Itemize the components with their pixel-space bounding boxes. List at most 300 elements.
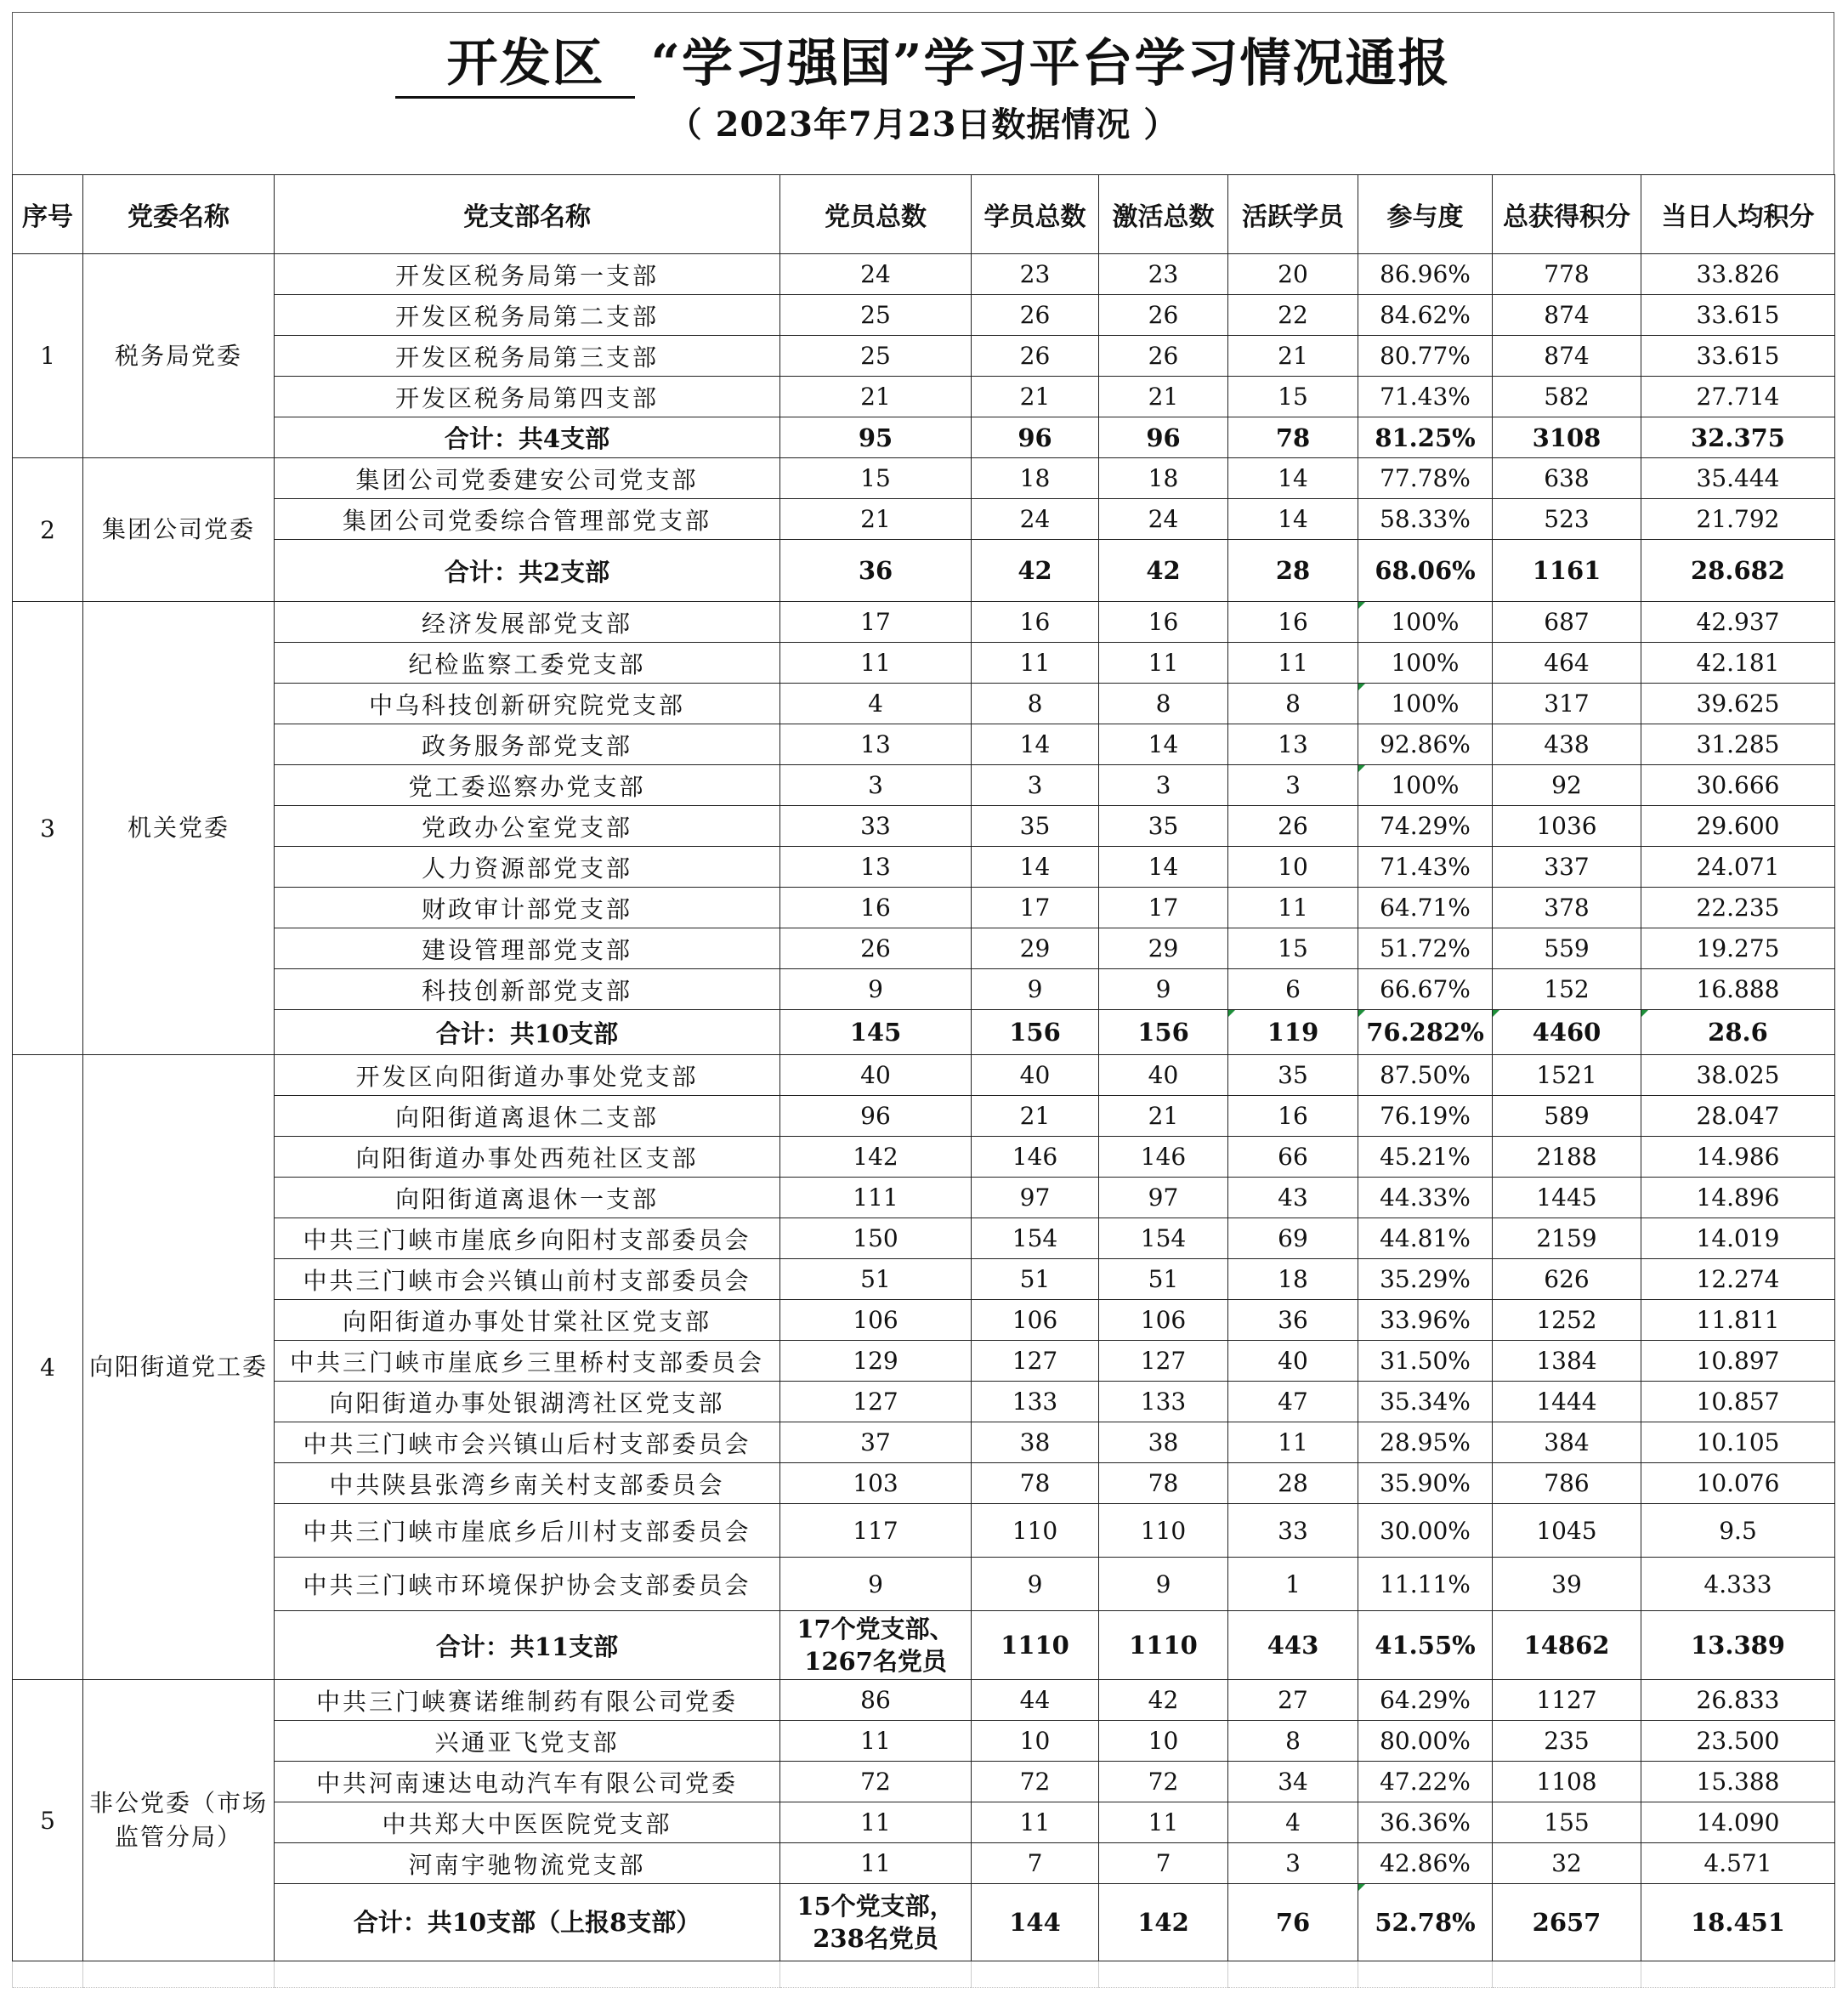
summary-cell: 76.282% bbox=[1358, 1010, 1493, 1055]
data-cell: 14 bbox=[972, 847, 1099, 888]
data-cell: 7 bbox=[1099, 1843, 1228, 1884]
data-cell: 76.19% bbox=[1358, 1096, 1493, 1137]
data-cell: 23 bbox=[1099, 254, 1228, 295]
header-row bbox=[13, 175, 1835, 254]
data-cell: 13 bbox=[780, 724, 972, 765]
data-cell: 384 bbox=[1493, 1422, 1641, 1463]
data-cell: 51 bbox=[780, 1259, 972, 1300]
empty-cell bbox=[275, 1961, 780, 1988]
data-cell: 37 bbox=[780, 1422, 972, 1463]
branch-name: 党政办公室党支部 bbox=[275, 806, 780, 847]
data-cell: 43 bbox=[1228, 1178, 1358, 1218]
summary-cell: 443 bbox=[1228, 1611, 1358, 1680]
data-cell: 26 bbox=[1228, 806, 1358, 847]
summary-cell: 1110 bbox=[1099, 1611, 1228, 1680]
data-cell: 66.67% bbox=[1358, 969, 1493, 1010]
data-cell: 10 bbox=[972, 1721, 1099, 1762]
data-cell: 27 bbox=[1228, 1680, 1358, 1721]
data-cell: 16 bbox=[780, 888, 972, 928]
data-cell: 26 bbox=[972, 336, 1099, 377]
data-cell: 13 bbox=[1228, 724, 1358, 765]
data-cell: 11 bbox=[780, 1802, 972, 1843]
data-cell: 69 bbox=[1228, 1218, 1358, 1259]
summary-row bbox=[13, 540, 1835, 602]
column-header: 活跃学员 bbox=[1228, 175, 1358, 254]
data-cell: 14 bbox=[972, 724, 1099, 765]
summary-cell: 2657 bbox=[1493, 1884, 1641, 1961]
empty-cell bbox=[1099, 1961, 1228, 1988]
data-cell: 71.43% bbox=[1358, 377, 1493, 417]
data-cell: 28.95% bbox=[1358, 1422, 1493, 1463]
data-cell: 40 bbox=[780, 1055, 972, 1096]
data-cell: 58.33% bbox=[1358, 499, 1493, 540]
data-cell: 1036 bbox=[1493, 806, 1641, 847]
branch-name: 向阳街道办事处甘棠社区党支部 bbox=[275, 1300, 780, 1341]
data-cell: 129 bbox=[780, 1341, 972, 1382]
data-cell: 15 bbox=[1228, 377, 1358, 417]
data-cell: 626 bbox=[1493, 1259, 1641, 1300]
summary-cell: 78 bbox=[1228, 417, 1358, 458]
data-cell: 11 bbox=[780, 1721, 972, 1762]
data-cell: 21 bbox=[1099, 1096, 1228, 1137]
table-row bbox=[13, 602, 1835, 643]
data-cell: 24 bbox=[972, 499, 1099, 540]
data-cell: 78 bbox=[1099, 1463, 1228, 1504]
data-cell: 12.274 bbox=[1641, 1259, 1835, 1300]
empty-cell bbox=[780, 1961, 972, 1988]
data-cell: 13 bbox=[780, 847, 972, 888]
table-row bbox=[13, 1300, 1835, 1341]
data-cell: 3 bbox=[780, 765, 972, 806]
data-cell: 1127 bbox=[1493, 1680, 1641, 1721]
data-cell: 21.792 bbox=[1641, 499, 1835, 540]
table-row bbox=[13, 765, 1835, 806]
empty-grid-row bbox=[13, 1961, 1835, 1988]
data-cell: 111 bbox=[780, 1178, 972, 1218]
data-cell: 26 bbox=[780, 928, 972, 969]
data-cell: 33.826 bbox=[1641, 254, 1835, 295]
summary-row bbox=[13, 1611, 1835, 1680]
summary-cell: 28 bbox=[1228, 540, 1358, 602]
data-cell: 35.29% bbox=[1358, 1259, 1493, 1300]
data-cell: 1445 bbox=[1493, 1178, 1641, 1218]
data-cell: 92 bbox=[1493, 765, 1641, 806]
summary-cell: 156 bbox=[1099, 1010, 1228, 1055]
summary-label: 合计：共4支部 bbox=[275, 417, 780, 458]
summary-cell: 1110 bbox=[972, 1611, 1099, 1680]
summary-cell: 42 bbox=[1099, 540, 1228, 602]
data-cell: 235 bbox=[1493, 1721, 1641, 1762]
data-cell: 3 bbox=[972, 765, 1099, 806]
data-cell: 638 bbox=[1493, 458, 1641, 499]
branch-name: 开发区向阳街道办事处党支部 bbox=[275, 1055, 780, 1096]
group-number: 4 bbox=[13, 1055, 83, 1680]
data-cell: 127 bbox=[972, 1341, 1099, 1382]
data-cell: 17 bbox=[972, 888, 1099, 928]
summary-cell: 96 bbox=[972, 417, 1099, 458]
data-cell: 117 bbox=[780, 1504, 972, 1558]
branch-name: 集团公司党委建安公司党支部 bbox=[275, 458, 780, 499]
data-cell: 72 bbox=[780, 1762, 972, 1802]
summary-label: 合计：共10支部 bbox=[275, 1010, 780, 1055]
table-row bbox=[13, 1218, 1835, 1259]
data-cell: 84.62% bbox=[1358, 295, 1493, 336]
data-cell: 39 bbox=[1493, 1558, 1641, 1611]
column-header: 学员总数 bbox=[972, 175, 1099, 254]
data-cell: 110 bbox=[972, 1504, 1099, 1558]
data-cell: 14 bbox=[1099, 724, 1228, 765]
data-cell: 1384 bbox=[1493, 1341, 1641, 1382]
table-row bbox=[13, 1843, 1835, 1884]
data-cell: 11 bbox=[1228, 1422, 1358, 1463]
data-cell: 10.897 bbox=[1641, 1341, 1835, 1382]
data-cell: 97 bbox=[1099, 1178, 1228, 1218]
data-cell: 14 bbox=[1228, 458, 1358, 499]
data-cell: 51 bbox=[1099, 1259, 1228, 1300]
data-cell: 127 bbox=[1099, 1341, 1228, 1382]
branch-name: 开发区税务局第三支部 bbox=[275, 336, 780, 377]
branch-name: 中共郑大中医医院党支部 bbox=[275, 1802, 780, 1843]
table-row bbox=[13, 1558, 1835, 1611]
table-row bbox=[13, 1762, 1835, 1802]
data-cell: 1045 bbox=[1493, 1504, 1641, 1558]
page-subtitle: （ 2023年7月23日数据情况 ） bbox=[667, 105, 1179, 145]
data-cell: 21 bbox=[972, 1096, 1099, 1137]
data-cell: 29.600 bbox=[1641, 806, 1835, 847]
data-cell: 14.019 bbox=[1641, 1218, 1835, 1259]
data-cell: 42.937 bbox=[1641, 602, 1835, 643]
data-cell: 9 bbox=[780, 1558, 972, 1611]
data-cell: 15.388 bbox=[1641, 1762, 1835, 1802]
data-cell: 3 bbox=[1228, 765, 1358, 806]
table-row bbox=[13, 499, 1835, 540]
summary-row bbox=[13, 417, 1835, 458]
table-row bbox=[13, 1178, 1835, 1218]
table-row bbox=[13, 1341, 1835, 1382]
data-cell: 25 bbox=[780, 336, 972, 377]
data-cell: 15 bbox=[1228, 928, 1358, 969]
data-cell: 22.235 bbox=[1641, 888, 1835, 928]
data-cell: 11 bbox=[780, 643, 972, 684]
table-row bbox=[13, 254, 1835, 295]
data-cell: 786 bbox=[1493, 1463, 1641, 1504]
data-cell: 35 bbox=[1228, 1055, 1358, 1096]
branch-name: 开发区税务局第四支部 bbox=[275, 377, 780, 417]
data-cell: 14.896 bbox=[1641, 1178, 1835, 1218]
data-cell: 26 bbox=[1099, 336, 1228, 377]
data-cell: 45.21% bbox=[1358, 1137, 1493, 1178]
page-title bbox=[13, 23, 1834, 99]
data-cell: 87.50% bbox=[1358, 1055, 1493, 1096]
branch-name: 科技创新部党支部 bbox=[275, 969, 780, 1010]
data-cell: 47 bbox=[1228, 1382, 1358, 1422]
summary-cell: 145 bbox=[780, 1010, 972, 1055]
data-cell: 21 bbox=[1099, 377, 1228, 417]
data-cell: 27.714 bbox=[1641, 377, 1835, 417]
branch-name: 经济发展部党支部 bbox=[275, 602, 780, 643]
group-number: 2 bbox=[13, 458, 83, 602]
group-number: 3 bbox=[13, 602, 83, 1055]
summary-cell: 15个党支部，238名党员 bbox=[780, 1884, 972, 1961]
column-header: 激活总数 bbox=[1099, 175, 1228, 254]
data-cell: 36 bbox=[1228, 1300, 1358, 1341]
table-row bbox=[13, 928, 1835, 969]
data-cell: 23.500 bbox=[1641, 1721, 1835, 1762]
data-cell: 28.047 bbox=[1641, 1096, 1835, 1137]
summary-label: 合计：共10支部（上报8支部） bbox=[275, 1884, 780, 1961]
summary-row bbox=[13, 1884, 1835, 1961]
table-row bbox=[13, 969, 1835, 1010]
branch-name: 中共三门峡赛诺维制药有限公司党委 bbox=[275, 1680, 780, 1721]
data-cell: 559 bbox=[1493, 928, 1641, 969]
data-cell: 24 bbox=[780, 254, 972, 295]
data-cell: 778 bbox=[1493, 254, 1641, 295]
data-cell: 874 bbox=[1493, 336, 1641, 377]
summary-cell: 142 bbox=[1099, 1884, 1228, 1961]
branch-name: 向阳街道离退休一支部 bbox=[275, 1178, 780, 1218]
column-header: 党委名称 bbox=[83, 175, 275, 254]
column-header: 参与度 bbox=[1358, 175, 1493, 254]
column-header: 党支部名称 bbox=[275, 175, 780, 254]
table-row bbox=[13, 1096, 1835, 1137]
data-cell: 152 bbox=[1493, 969, 1641, 1010]
group-number: 1 bbox=[13, 254, 83, 458]
data-cell: 438 bbox=[1493, 724, 1641, 765]
data-cell: 44 bbox=[972, 1680, 1099, 1721]
data-cell: 4.571 bbox=[1641, 1843, 1835, 1884]
data-cell: 31.285 bbox=[1641, 724, 1835, 765]
data-cell: 38.025 bbox=[1641, 1055, 1835, 1096]
data-cell: 8 bbox=[1099, 684, 1228, 724]
summary-cell: 52.78% bbox=[1358, 1884, 1493, 1961]
summary-cell: 42 bbox=[972, 540, 1099, 602]
party-committee-name: 集团公司党委 bbox=[83, 458, 275, 602]
branch-name: 人力资源部党支部 bbox=[275, 847, 780, 888]
branch-name: 河南宇驰物流党支部 bbox=[275, 1843, 780, 1884]
data-cell: 154 bbox=[972, 1218, 1099, 1259]
data-cell: 14.090 bbox=[1641, 1802, 1835, 1843]
data-cell: 464 bbox=[1493, 643, 1641, 684]
data-cell: 146 bbox=[1099, 1137, 1228, 1178]
data-cell: 44.33% bbox=[1358, 1178, 1493, 1218]
data-cell: 523 bbox=[1493, 499, 1641, 540]
data-cell: 24.071 bbox=[1641, 847, 1835, 888]
data-cell: 38 bbox=[972, 1422, 1099, 1463]
title-text: “学习强国”学习平台学习情况通报 bbox=[650, 34, 1451, 94]
data-cell: 22 bbox=[1228, 295, 1358, 336]
data-cell: 21 bbox=[1228, 336, 1358, 377]
data-cell: 142 bbox=[780, 1137, 972, 1178]
data-cell: 32 bbox=[1493, 1843, 1641, 1884]
summary-cell: 119 bbox=[1228, 1010, 1358, 1055]
data-cell: 34 bbox=[1228, 1762, 1358, 1802]
data-cell: 106 bbox=[780, 1300, 972, 1341]
data-cell: 4 bbox=[1228, 1802, 1358, 1843]
data-cell: 71.43% bbox=[1358, 847, 1493, 888]
table-row bbox=[13, 1802, 1835, 1843]
table-row bbox=[13, 1463, 1835, 1504]
data-cell: 2188 bbox=[1493, 1137, 1641, 1178]
empty-cell bbox=[1358, 1961, 1493, 1988]
data-cell: 24 bbox=[1099, 499, 1228, 540]
data-cell: 33.615 bbox=[1641, 336, 1835, 377]
summary-cell: 3108 bbox=[1493, 417, 1641, 458]
data-cell: 133 bbox=[972, 1382, 1099, 1422]
data-cell: 92.86% bbox=[1358, 724, 1493, 765]
summary-cell: 156 bbox=[972, 1010, 1099, 1055]
summary-cell: 81.25% bbox=[1358, 417, 1493, 458]
data-cell: 9.5 bbox=[1641, 1504, 1835, 1558]
column-header: 序号 bbox=[13, 175, 83, 254]
data-cell: 10 bbox=[1228, 847, 1358, 888]
group-number: 5 bbox=[13, 1680, 83, 1961]
data-cell: 155 bbox=[1493, 1802, 1641, 1843]
data-cell: 16 bbox=[1228, 1096, 1358, 1137]
branch-name: 中共三门峡市会兴镇山前村支部委员会 bbox=[275, 1259, 780, 1300]
summary-cell: 28.682 bbox=[1641, 540, 1835, 602]
summary-cell: 76 bbox=[1228, 1884, 1358, 1961]
data-cell: 21 bbox=[972, 377, 1099, 417]
data-cell: 11 bbox=[780, 1843, 972, 1884]
data-cell: 110 bbox=[1099, 1504, 1228, 1558]
data-cell: 97 bbox=[972, 1178, 1099, 1218]
summary-label: 合计：共11支部 bbox=[275, 1611, 780, 1680]
data-cell: 38 bbox=[1099, 1422, 1228, 1463]
table-row bbox=[13, 336, 1835, 377]
data-cell: 100% bbox=[1358, 643, 1493, 684]
column-header: 总获得积分 bbox=[1493, 175, 1641, 254]
branch-name: 纪检监察工委党支部 bbox=[275, 643, 780, 684]
party-committee-name: 税务局党委 bbox=[83, 254, 275, 458]
data-cell: 10.076 bbox=[1641, 1463, 1835, 1504]
branch-name: 中共陕县张湾乡南关村支部委员会 bbox=[275, 1463, 780, 1504]
data-cell: 14.986 bbox=[1641, 1137, 1835, 1178]
title-district: 开发区 bbox=[395, 33, 635, 99]
data-cell: 1 bbox=[1228, 1558, 1358, 1611]
data-cell: 11 bbox=[1099, 643, 1228, 684]
data-cell: 74.29% bbox=[1358, 806, 1493, 847]
data-cell: 42 bbox=[1099, 1680, 1228, 1721]
data-cell: 86.96% bbox=[1358, 254, 1493, 295]
data-cell: 42.181 bbox=[1641, 643, 1835, 684]
data-table bbox=[12, 174, 1835, 1988]
branch-name: 中乌科技创新研究院党支部 bbox=[275, 684, 780, 724]
data-cell: 18 bbox=[972, 458, 1099, 499]
data-cell: 30.00% bbox=[1358, 1504, 1493, 1558]
data-cell: 29 bbox=[972, 928, 1099, 969]
data-cell: 30.666 bbox=[1641, 765, 1835, 806]
data-cell: 6 bbox=[1228, 969, 1358, 1010]
summary-cell: 4460 bbox=[1493, 1010, 1641, 1055]
data-cell: 7 bbox=[972, 1843, 1099, 1884]
data-cell: 1521 bbox=[1493, 1055, 1641, 1096]
data-cell: 35.90% bbox=[1358, 1463, 1493, 1504]
table-row bbox=[13, 377, 1835, 417]
data-cell: 16 bbox=[972, 602, 1099, 643]
data-cell: 18 bbox=[1228, 1259, 1358, 1300]
title-block bbox=[12, 12, 1834, 174]
data-cell: 9 bbox=[1099, 969, 1228, 1010]
data-cell: 26 bbox=[1099, 295, 1228, 336]
data-cell: 36.36% bbox=[1358, 1802, 1493, 1843]
data-cell: 1108 bbox=[1493, 1762, 1641, 1802]
data-cell: 2159 bbox=[1493, 1218, 1641, 1259]
data-cell: 29 bbox=[1099, 928, 1228, 969]
data-cell: 10.105 bbox=[1641, 1422, 1835, 1463]
table-row bbox=[13, 1721, 1835, 1762]
data-cell: 4 bbox=[780, 684, 972, 724]
branch-name: 中共三门峡市崖底乡后川村支部委员会 bbox=[275, 1504, 780, 1558]
data-cell: 103 bbox=[780, 1463, 972, 1504]
column-header: 当日人均积分 bbox=[1641, 175, 1835, 254]
data-cell: 40 bbox=[1228, 1341, 1358, 1382]
data-cell: 64.71% bbox=[1358, 888, 1493, 928]
branch-name: 中共河南速达电动汽车有限公司党委 bbox=[275, 1762, 780, 1802]
data-cell: 582 bbox=[1493, 377, 1641, 417]
branch-name: 党工委巡察办党支部 bbox=[275, 765, 780, 806]
data-cell: 77.78% bbox=[1358, 458, 1493, 499]
data-cell: 10.857 bbox=[1641, 1382, 1835, 1422]
data-cell: 11 bbox=[1099, 1802, 1228, 1843]
table-row bbox=[13, 684, 1835, 724]
data-cell: 4.333 bbox=[1641, 1558, 1835, 1611]
data-cell: 42.86% bbox=[1358, 1843, 1493, 1884]
branch-name: 开发区税务局第二支部 bbox=[275, 295, 780, 336]
data-cell: 35.444 bbox=[1641, 458, 1835, 499]
empty-cell bbox=[1641, 1961, 1835, 1988]
data-cell: 26.833 bbox=[1641, 1680, 1835, 1721]
branch-name: 财政审计部党支部 bbox=[275, 888, 780, 928]
data-cell: 15 bbox=[780, 458, 972, 499]
data-cell: 51.72% bbox=[1358, 928, 1493, 969]
data-cell: 47.22% bbox=[1358, 1762, 1493, 1802]
data-cell: 11.11% bbox=[1358, 1558, 1493, 1611]
table-row bbox=[13, 1055, 1835, 1096]
table-row bbox=[13, 1422, 1835, 1463]
summary-cell: 18.451 bbox=[1641, 1884, 1835, 1961]
data-cell: 33 bbox=[1228, 1504, 1358, 1558]
data-cell: 72 bbox=[1099, 1762, 1228, 1802]
branch-name: 中共三门峡市环境保护协会支部委员会 bbox=[275, 1558, 780, 1611]
report-sheet bbox=[12, 12, 1834, 1988]
branch-name: 中共三门峡市崖底乡三里桥村支部委员会 bbox=[275, 1341, 780, 1382]
summary-cell: 14862 bbox=[1493, 1611, 1641, 1680]
branch-name: 中共三门峡市崖底乡向阳村支部委员会 bbox=[275, 1218, 780, 1259]
data-cell: 9 bbox=[972, 1558, 1099, 1611]
data-cell: 80.77% bbox=[1358, 336, 1493, 377]
table-row bbox=[13, 295, 1835, 336]
summary-cell: 32.375 bbox=[1641, 417, 1835, 458]
data-cell: 26 bbox=[972, 295, 1099, 336]
table-row bbox=[13, 458, 1835, 499]
summary-cell: 28.6 bbox=[1641, 1010, 1835, 1055]
data-cell: 11 bbox=[1228, 643, 1358, 684]
empty-cell bbox=[83, 1961, 275, 1988]
table-row bbox=[13, 1137, 1835, 1178]
table-row bbox=[13, 1382, 1835, 1422]
summary-cell: 17个党支部、1267名党员 bbox=[780, 1611, 972, 1680]
data-cell: 19.275 bbox=[1641, 928, 1835, 969]
data-cell: 80.00% bbox=[1358, 1721, 1493, 1762]
branch-name: 建设管理部党支部 bbox=[275, 928, 780, 969]
summary-row bbox=[13, 1010, 1835, 1055]
data-cell: 146 bbox=[972, 1137, 1099, 1178]
summary-cell: 68.06% bbox=[1358, 540, 1493, 602]
data-cell: 11 bbox=[1228, 888, 1358, 928]
data-cell: 64.29% bbox=[1358, 1680, 1493, 1721]
data-cell: 51 bbox=[972, 1259, 1099, 1300]
data-cell: 14 bbox=[1099, 847, 1228, 888]
